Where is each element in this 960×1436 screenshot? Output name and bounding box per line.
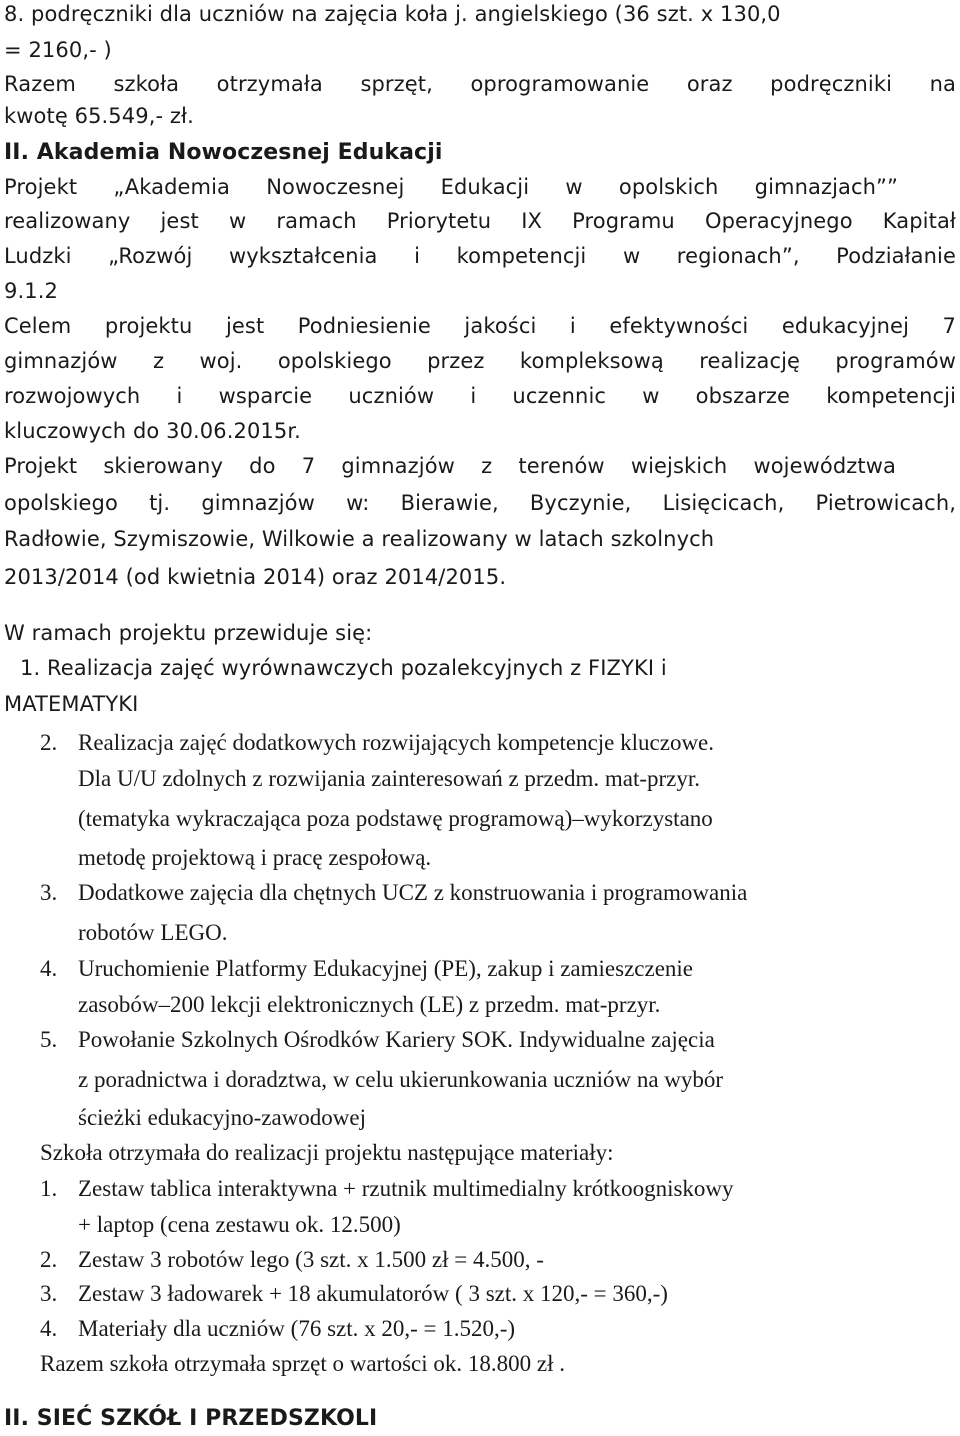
list-item	[40, 1316, 515, 1342]
section-heading: II. SIEĆ SZKÓŁ I PRZEDSZKOLI	[4, 1406, 378, 1431]
text-line: Projekt skierowany do 7 gimnazjów z terenów wiejskich województwa	[4, 454, 896, 478]
list-number: 3.	[40, 880, 58, 905]
list-item	[40, 1027, 715, 1053]
text-line: Celem projektu jest Podniesienie jakości i efektywności edukacyjnej 7	[4, 314, 956, 338]
list-item	[40, 956, 693, 982]
list-item-continuation: ścieżki edukacyjno-zawodowej	[78, 1105, 367, 1130]
list-text: Powołanie Szkolnych Ośrodków Kariery SOK. Indywidualne zajęcia	[78, 1027, 715, 1052]
list-number: 1.	[20, 656, 41, 680]
text-line: kluczowych do 30.06.2015r.	[4, 419, 301, 443]
text-line: realizowany jest w ramach Priorytetu IX Programu Operacyjnego Kapitał	[4, 209, 956, 233]
text-line: Radłowie, Szymiszowie, Wilkowie a realizowany w latach szkolnych	[4, 527, 715, 551]
text-line: 2013/2014 (od kwietnia 2014) oraz 2014/2015.	[4, 565, 507, 589]
text-line: opolskiego tj. gimnazjów w: Bierawie, Byczynie, Lisięcicach, Pietrowicach,	[4, 491, 956, 515]
list-item-continuation: (tematyka wykraczająca poza podstawę programową)–wykorzystano	[78, 806, 713, 831]
list-item-continuation: zasobów–200 lekcji elektronicznych (LE) z przedm. mat-przyr.	[78, 992, 661, 1017]
list-text: Materiały dla uczniów (76 szt. x 20,- = 1.520,-)	[78, 1316, 516, 1341]
list-text: Zestaw tablica interaktywna + rzutnik multimedialny krótkoogniskowy	[78, 1176, 734, 1201]
list-text: Zestaw 3 robotów lego (3 szt. x 1.500 zł = 4.500, -	[78, 1247, 544, 1272]
list-text: Realizacja zajęć wyrównawczych pozalekcyjnych z FIZYKI i	[47, 656, 667, 680]
list-number: 2.	[40, 730, 58, 755]
text-line: kwotę 65.549,- zł.	[4, 104, 194, 128]
list-item	[40, 1281, 668, 1307]
list-number: 4.	[40, 1316, 58, 1341]
list-item-continuation: robotów LEGO.	[78, 920, 228, 945]
text-line: Razem szkoła otrzymała sprzęt, oprogramowanie oraz podręczniki na	[4, 72, 956, 96]
list-item-continuation: metodę projektową i pracę zespołową.	[78, 845, 432, 870]
text-line: gimnazjów z woj. opolskiego przez kompleksową realizację programów	[4, 349, 956, 373]
list-text: Uruchomienie Platformy Edukacyjnej (PE), zakup i zamieszczenie	[78, 956, 694, 981]
list-item	[20, 656, 667, 680]
list-number: 4.	[40, 956, 58, 981]
total-line: Razem szkoła otrzymała sprzęt o wartości ok. 18.800 zł .	[40, 1351, 566, 1376]
list-number: 2.	[40, 1247, 58, 1272]
list-text: Realizacja zajęć dodatkowych rozwijających kompetencje kluczowe.	[78, 730, 715, 755]
list-text: Zestaw 3 ładowarek + 18 akumulatorów ( 3 szt. x 120,- = 360,-)	[78, 1281, 668, 1306]
list-item	[40, 1176, 734, 1202]
list-item-continuation: MATEMATYKI	[4, 692, 139, 716]
materials-intro: Szkoła otrzymała do realizacji projektu następujące materiały:	[40, 1140, 614, 1165]
list-number: 1.	[40, 1176, 58, 1201]
list-intro: W ramach projektu przewiduje się:	[4, 621, 373, 645]
list-item-continuation: Dla U/U zdolnych z rozwijania zainteresowań z przedm. mat-przyr.	[78, 766, 701, 791]
list-number: 5.	[40, 1027, 58, 1052]
text-line: Projekt „Akademia Nowoczesnej Edukacji w opolskich gimnazjach””	[4, 175, 898, 199]
text-line: = 2160,- )	[4, 38, 112, 62]
text-line: Ludzki „Rozwój wykształcenia i kompetencji w regionach”, Podziałanie	[4, 244, 956, 268]
list-item	[40, 730, 714, 756]
list-text: Dodatkowe zajęcia dla chętnych UCZ z konstruowania i programowania	[78, 880, 748, 905]
text-line: 8. podręczniki dla uczniów na zajęcia koła j. angielskiego (36 szt. x 130,0	[4, 2, 781, 26]
section-heading: II. Akademia Nowoczesnej Edukacji	[4, 140, 443, 165]
text-line: 9.1.2	[4, 279, 58, 303]
list-item-continuation: + laptop (cena zestawu ok. 12.500)	[78, 1212, 401, 1237]
list-item-continuation: z poradnictwa i doradztwa, w celu ukierunkowania uczniów na wybór	[78, 1067, 724, 1092]
list-item	[40, 1247, 544, 1273]
list-number: 3.	[40, 1281, 58, 1306]
list-item	[40, 880, 747, 906]
text-line: rozwojowych i wsparcie uczniów i uczennic w obszarze kompetencji	[4, 384, 956, 408]
